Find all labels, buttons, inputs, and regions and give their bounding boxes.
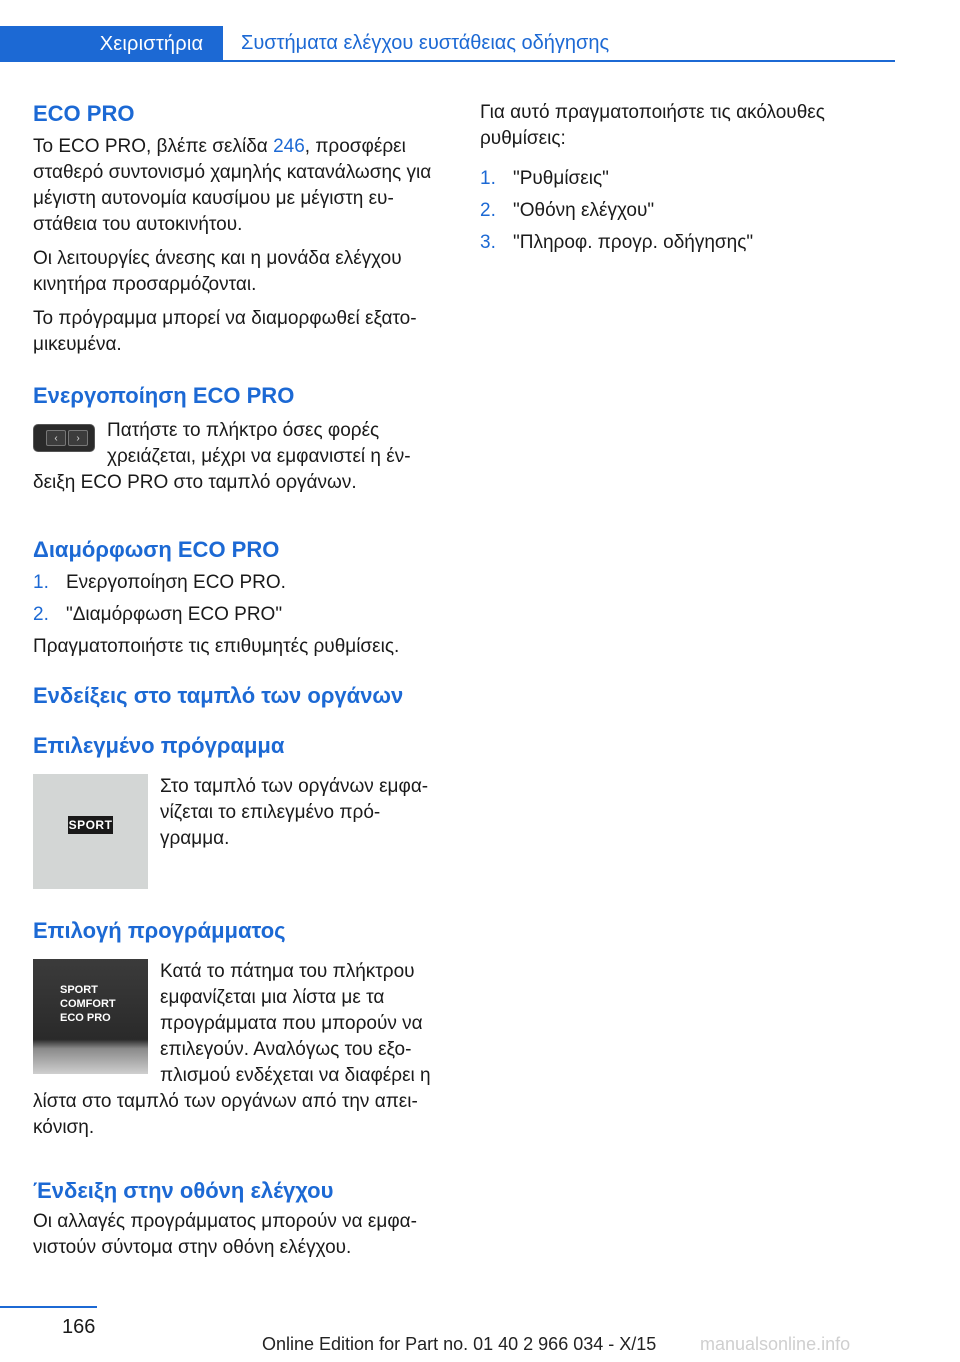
sport-badge: SPORT (68, 818, 113, 832)
header-bar (0, 26, 895, 62)
settings-steps-list (480, 166, 895, 256)
program-choice-text: Κατά το πάτημα του πλήκτρου εμφανίζεται μια λίστα με τα προγράμματα που μπορούν να επιλεγούν. Αναλόγως του εξο-πλισμού ενδέχεται να διαφέρει η λίστα στο ταμπλό των οργάνων από την απει-κόνιση. (33, 961, 431, 1138)
tab-section-label: Συστήματα ελέγχου ευστάθειας οδήγησης (241, 31, 610, 54)
left-column (33, 100, 448, 1261)
step-text: "Οθόνη ελέγχου" (513, 200, 655, 221)
config-heading: Διαμόρφωση ECO PRO (33, 537, 280, 562)
selected-program-text: Στο ταμπλό των οργάνων εμφα-νίζεται το επιλεγμένο πρό-γραμμα. (160, 776, 429, 849)
selected-program-block (33, 774, 448, 889)
step-text: "Διαμόρφωση ECO PRO" (66, 604, 283, 625)
eco-p1-text-b: , προσφέρει σταθερό συντονισμό χαμηλής κατανάλωσης για μέγιστη αυτονομία καυσίμου με μέγιστη ευ-στάθεια του αυτοκινήτου. (33, 136, 432, 235)
eco-pro-paragraph-3: Το πρόγραμμα μπορεί να διαμορφωθεί εξατο-μικευμένα. (33, 308, 417, 355)
list-item (480, 166, 895, 192)
list-item (480, 230, 895, 256)
page-link[interactable]: 246 (273, 136, 305, 157)
activate-block (33, 418, 448, 496)
control-display-text: Οι αλλαγές προγράμματος μπορούν να εμφα-νιστούν σύντομα στην οθόνη ελέγχου. (33, 1211, 417, 1258)
step-text: "Πληροφ. προγρ. οδήγησης" (513, 232, 754, 253)
selected-program-heading: Επιλεγμένο πρόγραμμα (33, 733, 285, 758)
watermark-text: manualsonline.info (700, 1334, 851, 1354)
program-choice-heading: Επιλογή προγράμματος (33, 918, 286, 943)
right-column (480, 100, 895, 262)
tab-controls[interactable] (0, 26, 223, 62)
step-number: 1. (33, 572, 49, 593)
step-number: 3. (480, 232, 496, 253)
page-number: 166 (62, 1316, 96, 1338)
config-after-text: Πραγματοποιήστε τις επιθυμητές ρυθμίσεις. (33, 636, 400, 657)
activate-heading: Ενεργοποίηση ECO PRO (33, 383, 295, 408)
program-list-image (33, 959, 148, 1074)
edition-text: Online Edition for Part no. 01 40 2 966 034 - X/15 (262, 1334, 657, 1354)
eco-pro-paragraph-2: Οι λειτουργίες άνεσης και η μονάδα ελέγχου κινητήρα προσαρμόζονται. (33, 248, 402, 295)
left-arrow-icon: ‹ (46, 430, 66, 446)
eco-pro-heading: ECO PRO (33, 101, 135, 126)
program-list-item: COMFORT (60, 998, 116, 1010)
sport-display-image (33, 774, 148, 889)
step-number: 2. (480, 200, 496, 221)
eco-pro-paragraph-1 (33, 134, 448, 238)
activate-text: Πατήστε το πλήκτρο όσες φορές χρειάζεται, μέχρι να εμφανιστεί η έν-δειξη ECO PRO στο ταμπλό οργάνων. (33, 420, 411, 493)
program-list (60, 983, 116, 1025)
step-text: Ενεργοποίηση ECO PRO. (66, 572, 286, 593)
indications-heading: Ενδείξεις στο ταμπλό των οργάνων (33, 683, 404, 708)
right-arrow-icon: › (68, 430, 88, 446)
tab-section[interactable] (223, 26, 895, 62)
step-number: 2. (33, 604, 49, 625)
list-item (480, 198, 895, 224)
program-choice-block (33, 959, 448, 1141)
footer-divider (0, 1306, 97, 1308)
config-steps-list (33, 570, 448, 628)
list-item (33, 602, 448, 628)
program-list-item: SPORT (60, 984, 98, 996)
tab-controls-label: Χειριστήρια (99, 32, 204, 55)
right-intro-text: Για αυτό πραγματοποιήστε τις ακόλουθες ρυθμίσεις: (480, 102, 825, 149)
step-number: 1. (480, 168, 496, 189)
mode-button-icon (33, 424, 95, 452)
program-list-item: ECO PRO (60, 1012, 111, 1024)
list-item (33, 570, 448, 596)
eco-p1-text-a: Το ECO PRO, βλέπε σελίδα (33, 136, 274, 157)
control-display-heading: Ένδειξη στην οθόνη ελέγχου (33, 1178, 334, 1203)
step-text: "Ρυθμίσεις" (513, 168, 609, 189)
